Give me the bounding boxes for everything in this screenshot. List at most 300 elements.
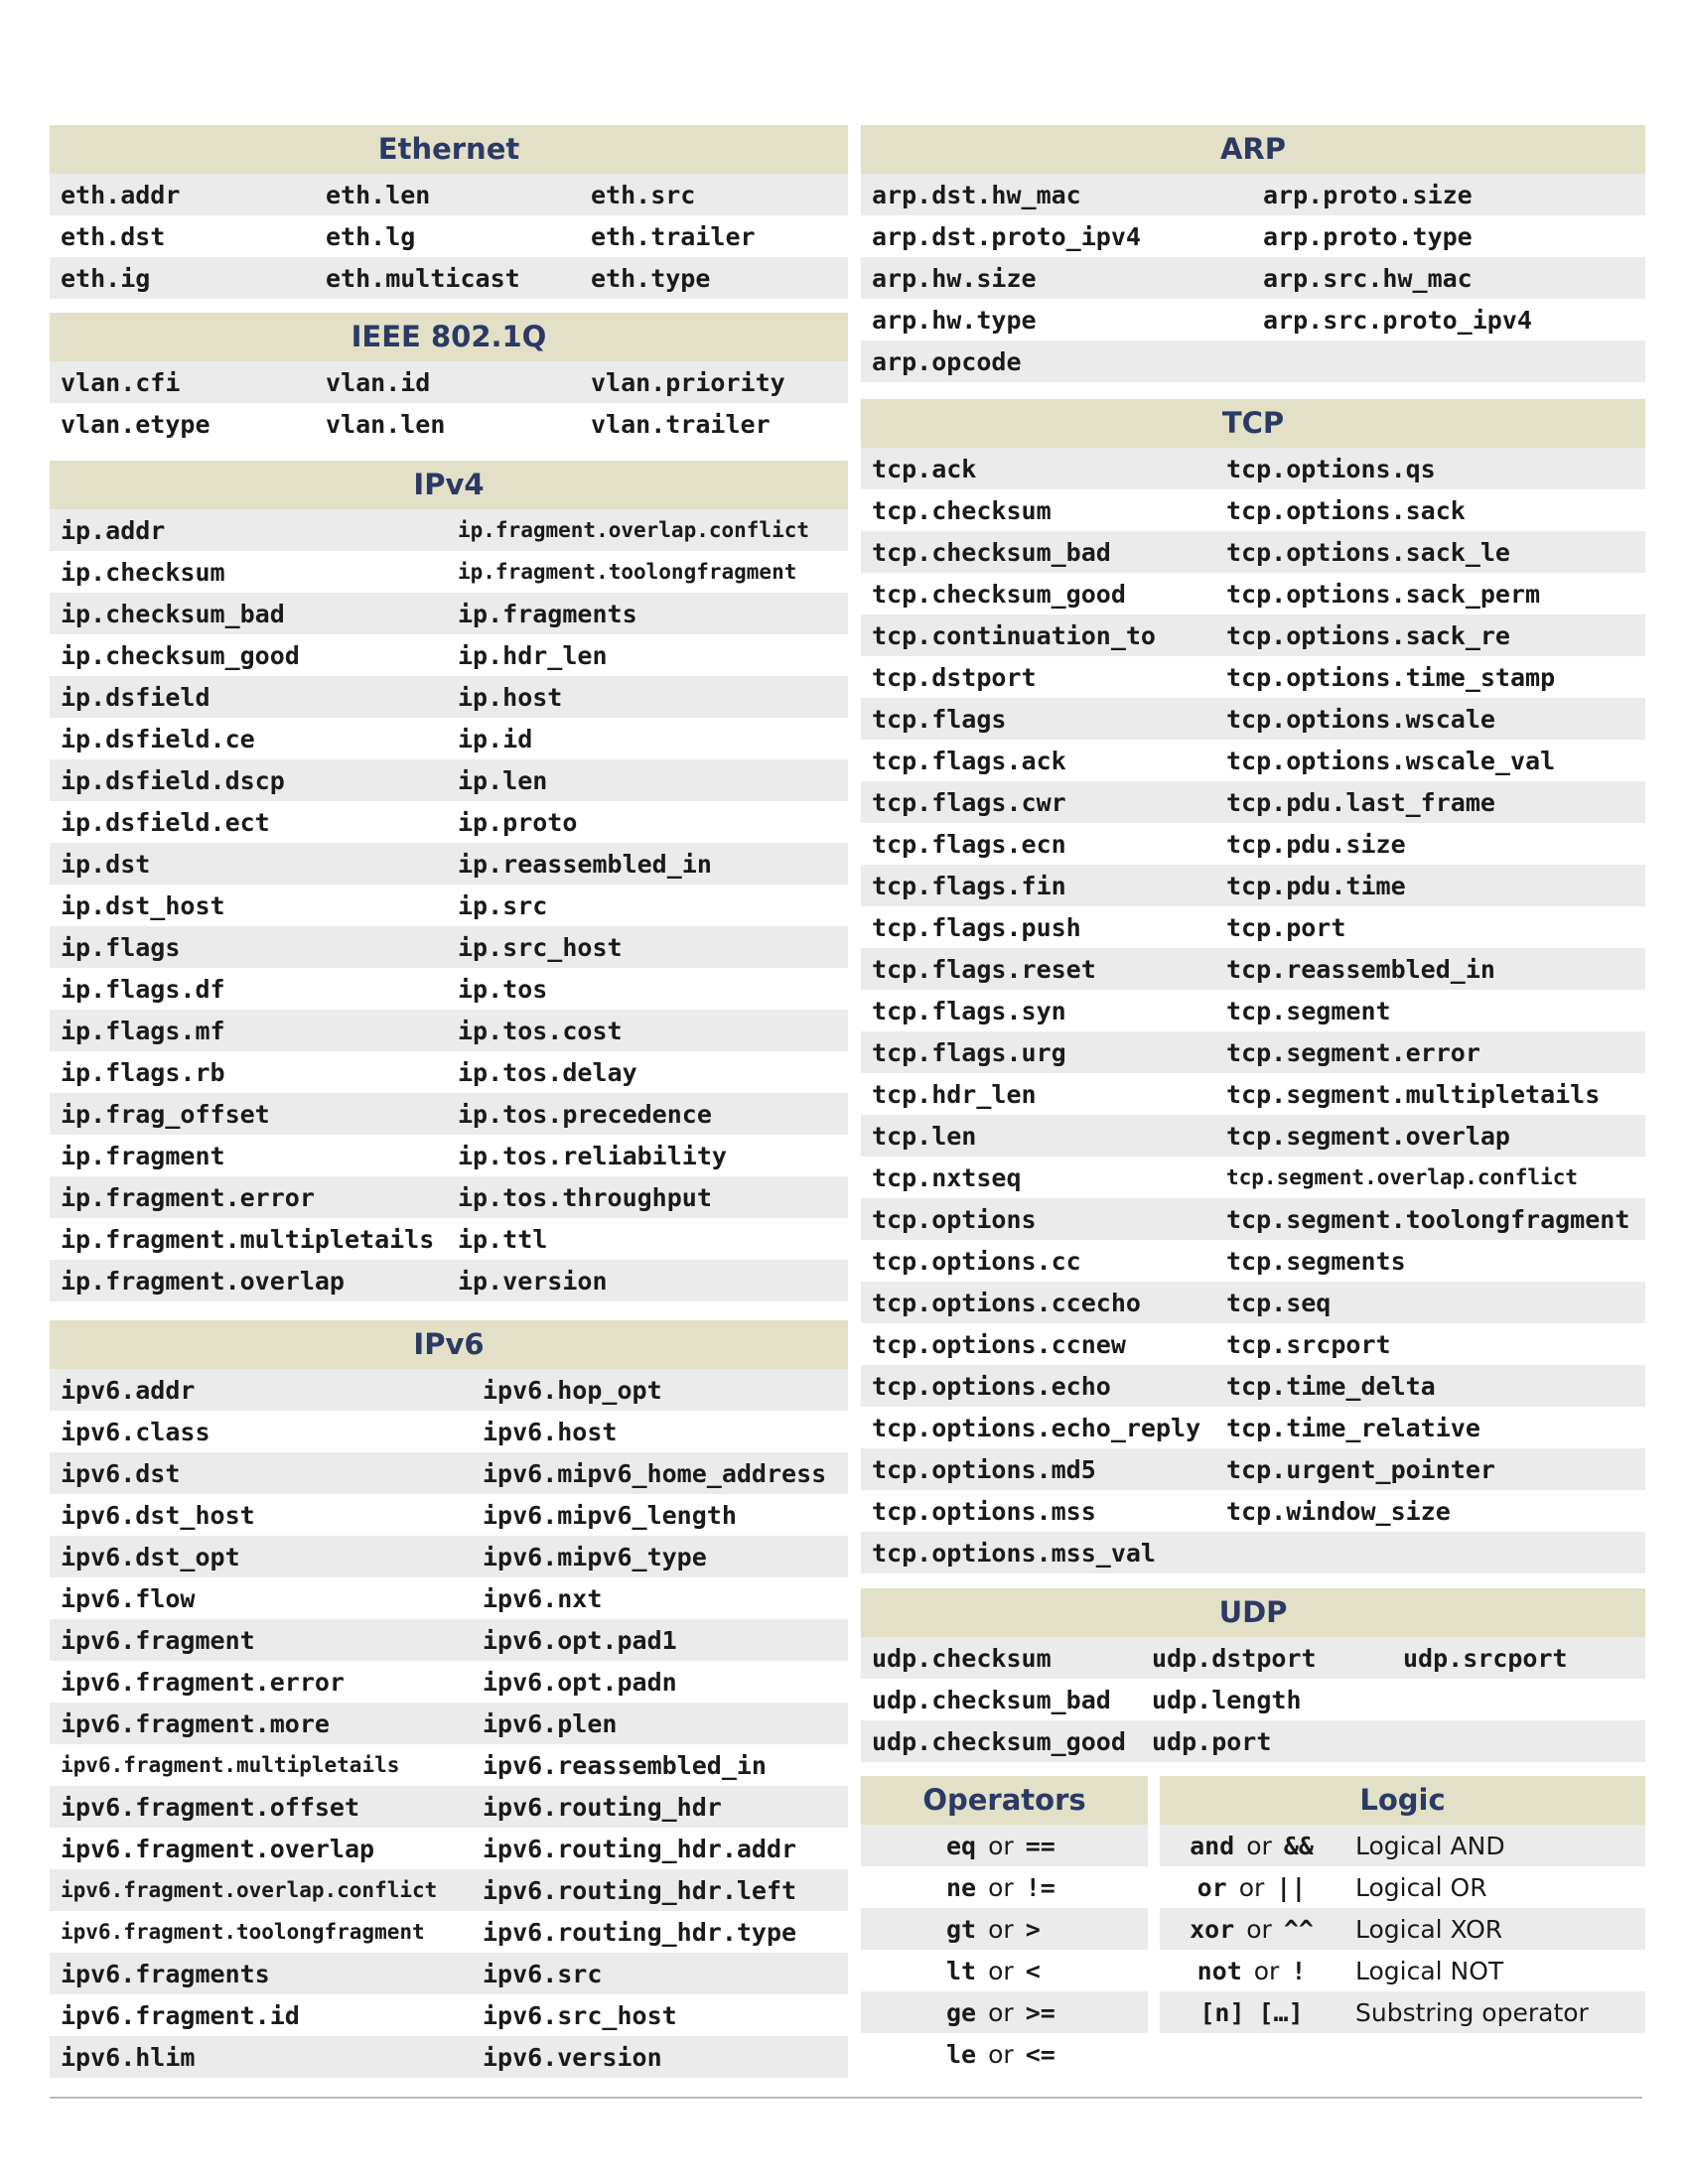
operator-row	[861, 1825, 1148, 1866]
arp-row	[861, 215, 1645, 257]
logic-keyword: or	[1196, 1872, 1227, 1902]
operator-symbol: >	[1025, 1914, 1041, 1944]
vlan-field-name: vlan.etype	[61, 409, 211, 439]
tcp-field-name: tcp.reassembled_in	[1226, 954, 1495, 984]
ipv6-row	[50, 1869, 848, 1911]
ipv6-field-name: ipv6.dst_opt	[61, 1542, 240, 1571]
logic-row	[1160, 1825, 1645, 1866]
tcp-rows	[861, 448, 1645, 1573]
operator-row	[861, 1950, 1148, 1991]
udp-row	[861, 1679, 1645, 1720]
tcp-field-name: tcp.port	[1226, 912, 1346, 942]
udp-field-name: udp.length	[1152, 1685, 1302, 1714]
ipv4-field-name: ip.proto	[458, 807, 578, 837]
udp-rows	[861, 1637, 1645, 1762]
vlan-header: IEEE 802.1Q	[50, 313, 848, 361]
ipv4-field-name: ip.tos.reliability	[458, 1141, 727, 1170]
ipv6-field-name: ipv6.mipv6_home_address	[483, 1458, 827, 1488]
tcp-field-name: tcp.window_size	[1226, 1496, 1451, 1526]
ipv6-field-name: ipv6.mipv6_length	[483, 1500, 737, 1530]
ipv4-row	[50, 759, 848, 801]
or-text: or	[1246, 1914, 1272, 1944]
ethernet-field-name: eth.multicast	[326, 263, 520, 293]
operator-keyword: gt	[946, 1914, 977, 1944]
ipv4-field-name: ip.dsfield.ce	[61, 724, 255, 753]
tcp-row	[861, 531, 1645, 573]
operators-section	[861, 1776, 1148, 2075]
ipv4-field-name: ip.id	[458, 724, 533, 753]
ipv4-field-name: ip.fragment.overlap.conflict	[458, 518, 810, 542]
tcp-field-name: tcp.checksum_bad	[872, 537, 1111, 567]
tcp-field-name: tcp.options	[872, 1204, 1037, 1234]
logic-row	[1160, 1950, 1645, 1991]
ipv6-field-name: ipv6.dst	[61, 1458, 181, 1488]
ipv6-row	[50, 1619, 848, 1661]
arp-header: ARP	[861, 125, 1645, 174]
tcp-field-name: tcp.options.sack_le	[1226, 537, 1510, 567]
logic-operator-pair	[1160, 1915, 1343, 1944]
arp-field-name: arp.src.proto_ipv4	[1263, 305, 1532, 335]
ipv6-field-name: ipv6.fragments	[61, 1959, 270, 1988]
logic-symbol: […]	[1258, 1997, 1304, 2027]
logic-description: Logical AND	[1355, 1831, 1505, 1860]
or-text: or	[1253, 1956, 1280, 1985]
tcp-field-name: tcp.segment.error	[1226, 1037, 1480, 1067]
ipv6-row	[50, 1661, 848, 1703]
ipv4-field-name: ip.flags	[61, 932, 181, 962]
arp-field-name: arp.dst.hw_mac	[872, 180, 1081, 209]
ipv6-row	[50, 1953, 848, 1994]
ipv4-field-name: ip.tos.throughput	[458, 1182, 712, 1212]
ipv4-row	[50, 1176, 848, 1218]
logic-symbol: !	[1291, 1956, 1307, 1985]
tcp-row	[861, 1115, 1645, 1157]
tcp-field-name: tcp.flags.cwr	[872, 787, 1066, 817]
logic-header: Logic	[1160, 1776, 1645, 1825]
tcp-row	[861, 906, 1645, 948]
arp-field-name: arp.proto.type	[1263, 221, 1473, 251]
operator-row	[861, 1908, 1148, 1950]
vlan-field-name: vlan.priority	[591, 367, 785, 397]
tcp-field-name: tcp.len	[872, 1121, 977, 1151]
ipv6-row	[50, 1369, 848, 1411]
ipv4-row	[50, 634, 848, 676]
tcp-row	[861, 1073, 1645, 1115]
tcp-header: TCP	[861, 399, 1645, 448]
ethernet-field-name: eth.len	[326, 180, 431, 209]
ipv4-field-name: ip.checksum_good	[61, 640, 300, 670]
tcp-field-name: tcp.flags.syn	[872, 996, 1066, 1025]
tcp-field-name: tcp.segments	[1226, 1246, 1406, 1276]
operator-symbol: ==	[1025, 1831, 1055, 1860]
ipv4-field-name: ip.host	[458, 682, 563, 712]
ipv4-row	[50, 718, 848, 759]
or-text: or	[988, 1831, 1014, 1860]
ipv6-field-name: ipv6.dst_host	[61, 1500, 255, 1530]
udp-field-name: udp.checksum_good	[872, 1726, 1126, 1756]
ipv4-field-name: ip.dsfield	[61, 682, 211, 712]
ethernet-field-name: eth.src	[591, 180, 696, 209]
ipv6-row	[50, 1577, 848, 1619]
ipv4-row	[50, 1260, 848, 1301]
vlan-field-name: vlan.id	[326, 367, 431, 397]
tcp-field-name: tcp.segment.overlap.conflict	[1226, 1165, 1579, 1189]
logic-symbol: ||	[1276, 1872, 1307, 1902]
tcp-field-name: tcp.options.mss	[872, 1496, 1096, 1526]
vlan-section	[50, 313, 848, 445]
ipv6-field-name: ipv6.class	[61, 1417, 211, 1446]
tcp-row	[861, 614, 1645, 656]
tcp-field-name: tcp.options.md5	[872, 1454, 1096, 1484]
ethernet-field-name: eth.lg	[326, 221, 416, 251]
ipv6-field-name: ipv6.src	[483, 1959, 603, 1988]
ipv6-field-name: ipv6.routing_hdr.addr	[483, 1834, 797, 1863]
ipv4-field-name: ip.fragment.multipletails	[61, 1224, 435, 1254]
ipv6-field-name: ipv6.fragment.more	[61, 1708, 330, 1738]
logic-keyword: not	[1196, 1956, 1242, 1985]
logic-keyword: xor	[1190, 1914, 1235, 1944]
ipv6-field-name: ipv6.version	[483, 2042, 662, 2072]
tcp-row	[861, 1198, 1645, 1240]
ethernet-section	[50, 125, 848, 299]
tcp-row	[861, 489, 1645, 531]
vlan-rows	[50, 361, 848, 445]
ethernet-field-name: eth.trailer	[591, 221, 756, 251]
tcp-field-name: tcp.seq	[1226, 1288, 1332, 1317]
arp-row	[861, 174, 1645, 215]
logic-row	[1160, 1991, 1645, 2033]
tcp-field-name: tcp.options.sack_perm	[1226, 579, 1541, 609]
ipv6-field-name: ipv6.mipv6_type	[483, 1542, 707, 1571]
ipv6-field-name: ipv6.routing_hdr.left	[483, 1875, 797, 1905]
ipv4-field-name: ip.tos.precedence	[458, 1099, 712, 1129]
ipv4-field-name: ip.dsfield.ect	[61, 807, 270, 837]
tcp-field-name: tcp.options.cc	[872, 1246, 1081, 1276]
tcp-row	[861, 1365, 1645, 1407]
ipv4-row	[50, 676, 848, 718]
tcp-field-name: tcp.options.echo_reply	[872, 1413, 1201, 1442]
arp-field-name: arp.dst.proto_ipv4	[872, 221, 1141, 251]
tcp-field-name: tcp.ack	[872, 454, 977, 483]
ipv6-row	[50, 1744, 848, 1786]
ipv4-field-name: ip.fragments	[458, 599, 637, 628]
ipv6-row	[50, 1494, 848, 1536]
vlan-row	[50, 403, 848, 445]
operator-keyword: ge	[946, 1997, 977, 2027]
logic-symbol: &&	[1283, 1831, 1314, 1860]
ipv4-field-name: ip.tos	[458, 974, 548, 1004]
operators-header: Operators	[861, 1776, 1148, 1825]
arp-field-name: arp.hw.size	[872, 263, 1037, 293]
operator-symbol: !=	[1025, 1872, 1055, 1902]
or-text: or	[988, 1914, 1014, 1944]
spacer	[1245, 1998, 1259, 2027]
tcp-field-name: tcp.segment.overlap	[1226, 1121, 1510, 1151]
tcp-field-name: tcp.flags.urg	[872, 1037, 1066, 1067]
tcp-field-name: tcp.time_delta	[1226, 1371, 1436, 1401]
tcp-field-name: tcp.options.qs	[1226, 454, 1436, 483]
ipv4-row	[50, 843, 848, 885]
ipv4-row	[50, 509, 848, 551]
tcp-field-name: tcp.hdr_len	[872, 1079, 1037, 1109]
ipv6-field-name: ipv6.fragment.multipletails	[61, 1753, 400, 1777]
tcp-row	[861, 1157, 1645, 1198]
ipv6-field-name: ipv6.opt.padn	[483, 1667, 677, 1697]
vlan-field-name: vlan.len	[326, 409, 446, 439]
arp-field-name: arp.opcode	[872, 346, 1022, 376]
ipv4-field-name: ip.flags.df	[61, 974, 225, 1004]
tcp-field-name: tcp.segment	[1226, 996, 1391, 1025]
ipv6-field-name: ipv6.fragment.error	[61, 1667, 345, 1697]
logic-rows	[1160, 1825, 1645, 2033]
ipv6-row	[50, 1911, 848, 1953]
ipv6-field-name: ipv6.hop_opt	[483, 1375, 662, 1405]
ipv4-row	[50, 593, 848, 634]
tcp-field-name: tcp.dstport	[872, 662, 1037, 692]
ipv6-field-name: ipv6.fragment	[61, 1625, 255, 1655]
tcp-field-name: tcp.flags	[872, 704, 1007, 734]
footer-divider	[50, 2097, 1642, 2099]
ipv4-row	[50, 885, 848, 926]
udp-row	[861, 1720, 1645, 1762]
ipv4-row	[50, 926, 848, 968]
tcp-field-name: tcp.srcport	[1226, 1329, 1391, 1359]
ethernet-field-name: eth.addr	[61, 180, 181, 209]
operator-row	[861, 1991, 1148, 2033]
tcp-row	[861, 1448, 1645, 1490]
tcp-row	[861, 1407, 1645, 1448]
ipv6-field-name: ipv6.src_host	[483, 2000, 677, 2030]
ethernet-row	[50, 215, 848, 257]
tcp-field-name: tcp.urgent_pointer	[1226, 1454, 1495, 1484]
tcp-row	[861, 781, 1645, 823]
arp-field-name: arp.hw.type	[872, 305, 1037, 335]
logic-description: Logical NOT	[1355, 1956, 1504, 1985]
ipv6-rows	[50, 1369, 848, 2078]
ipv4-field-name: ip.dsfield.dscp	[61, 765, 285, 795]
tcp-row	[861, 948, 1645, 990]
ipv6-row	[50, 2036, 848, 2078]
ipv6-row	[50, 1536, 848, 1577]
ipv6-field-name: ipv6.flow	[61, 1583, 196, 1613]
tcp-row	[861, 823, 1645, 865]
logic-section	[1160, 1776, 1645, 2033]
tcp-field-name: tcp.flags.ack	[872, 746, 1066, 775]
ipv4-field-name: ip.tos.cost	[458, 1016, 623, 1045]
tcp-field-name: tcp.time_relative	[1226, 1413, 1480, 1442]
ipv6-field-name: ipv6.fragment.id	[61, 2000, 300, 2030]
udp-field-name: udp.dstport	[1152, 1643, 1317, 1673]
tcp-row	[861, 740, 1645, 781]
ipv4-row	[50, 1218, 848, 1260]
ipv4-field-name: ip.fragment	[61, 1141, 225, 1170]
ipv4-field-name: ip.fragment.error	[61, 1182, 315, 1212]
operator-keyword: eq	[946, 1831, 977, 1860]
ipv4-row	[50, 801, 848, 843]
tcp-field-name: tcp.nxtseq	[872, 1162, 1022, 1192]
tcp-row	[861, 656, 1645, 698]
ipv4-field-name: ip.dst	[61, 849, 151, 879]
ipv6-field-name: ipv6.opt.pad1	[483, 1625, 677, 1655]
tcp-row	[861, 865, 1645, 906]
or-text: or	[1238, 1872, 1265, 1902]
ipv4-row	[50, 551, 848, 593]
tcp-field-name: tcp.options.time_stamp	[1226, 662, 1556, 692]
logic-operator-pair	[1160, 1957, 1343, 1985]
ipv6-field-name: ipv6.routing_hdr.type	[483, 1917, 797, 1947]
ethernet-field-name: eth.ig	[61, 263, 151, 293]
ethernet-row	[50, 257, 848, 299]
ipv4-field-name: ip.src_host	[458, 932, 623, 962]
ipv4-field-name: ip.reassembled_in	[458, 849, 712, 879]
logic-symbol: ^^	[1283, 1914, 1314, 1944]
vlan-field-name: vlan.trailer	[591, 409, 771, 439]
arp-section	[861, 125, 1645, 382]
ipv6-field-name: ipv6.fragment.overlap.conflict	[61, 1878, 438, 1902]
arp-rows	[861, 174, 1645, 382]
ipv4-row	[50, 968, 848, 1010]
arp-field-name: arp.src.hw_mac	[1263, 263, 1473, 293]
operator-symbol: <=	[1025, 2039, 1055, 2069]
operator-row	[861, 1866, 1148, 1908]
tcp-row	[861, 573, 1645, 614]
ipv6-field-name: ipv6.routing_hdr	[483, 1792, 722, 1822]
ipv6-header: IPv6	[50, 1320, 848, 1369]
tcp-row	[861, 1532, 1645, 1573]
ipv6-field-name: ipv6.fragment.offset	[61, 1792, 360, 1822]
ipv4-row	[50, 1093, 848, 1135]
ipv6-row	[50, 1828, 848, 1869]
tcp-field-name: tcp.segment.toolongfragment	[1226, 1204, 1630, 1234]
ipv6-field-name: ipv6.hlim	[61, 2042, 196, 2072]
ethernet-field-name: eth.type	[591, 263, 711, 293]
tcp-field-name: tcp.options.echo	[872, 1371, 1111, 1401]
udp-field-name: udp.port	[1152, 1726, 1272, 1756]
ipv6-row	[50, 1994, 848, 2036]
operator-keyword: lt	[946, 1956, 977, 1985]
logic-keyword: and	[1190, 1831, 1235, 1860]
ethernet-header: Ethernet	[50, 125, 848, 174]
ipv4-field-name: ip.frag_offset	[61, 1099, 270, 1129]
tcp-row	[861, 990, 1645, 1031]
logic-description: Logical XOR	[1355, 1914, 1503, 1944]
logic-operator-pair	[1160, 1832, 1343, 1860]
logic-keyword: [n]	[1199, 1997, 1245, 2027]
ethernet-row	[50, 174, 848, 215]
logic-row	[1160, 1866, 1645, 1908]
tcp-field-name: tcp.flags.ecn	[872, 829, 1066, 859]
operator-keyword: le	[946, 2039, 977, 2069]
tcp-field-name: tcp.options.wscale	[1226, 704, 1495, 734]
operator-keyword: ne	[946, 1872, 977, 1902]
tcp-row	[861, 698, 1645, 740]
ipv4-field-name: ip.fragment.overlap	[61, 1266, 345, 1296]
tcp-field-name: tcp.checksum	[872, 495, 1052, 525]
ipv6-field-name: ipv6.fragment.toolongfragment	[61, 1920, 425, 1944]
operator-row	[861, 2033, 1148, 2075]
tcp-field-name: tcp.segment.multipletails	[1226, 1079, 1601, 1109]
logic-row	[1160, 1908, 1645, 1950]
udp-row	[861, 1637, 1645, 1679]
or-text: or	[988, 2039, 1014, 2069]
ipv6-field-name: ipv6.host	[483, 1417, 618, 1446]
ipv4-row	[50, 1135, 848, 1176]
ipv4-row	[50, 1010, 848, 1051]
ipv4-field-name: ip.version	[458, 1266, 608, 1296]
tcp-field-name: tcp.pdu.last_frame	[1226, 787, 1495, 817]
tcp-row	[861, 1323, 1645, 1365]
ipv4-row	[50, 1051, 848, 1093]
ipv4-field-name: ip.flags.rb	[61, 1057, 225, 1087]
ipv6-field-name: ipv6.plen	[483, 1708, 618, 1738]
ipv4-field-name: ip.ttl	[458, 1224, 548, 1254]
logic-operator-pair	[1160, 1998, 1343, 2027]
tcp-section	[861, 399, 1645, 1573]
ipv6-field-name: ipv6.addr	[61, 1375, 196, 1405]
ipv4-field-name: ip.dst_host	[61, 890, 225, 920]
tcp-field-name: tcp.continuation_to	[872, 620, 1156, 650]
ipv4-field-name: ip.checksum_bad	[61, 599, 285, 628]
udp-field-name: udp.checksum_bad	[872, 1685, 1111, 1714]
ipv4-field-name: ip.len	[458, 765, 548, 795]
ipv4-field-name: ip.src	[458, 890, 548, 920]
ipv6-row	[50, 1703, 848, 1744]
ipv4-field-name: ip.checksum	[61, 557, 225, 587]
tcp-row	[861, 1490, 1645, 1532]
ipv4-field-name: ip.addr	[61, 515, 166, 545]
tcp-row	[861, 1031, 1645, 1073]
tcp-field-name: tcp.options.sack_re	[1226, 620, 1510, 650]
udp-section	[861, 1588, 1645, 1762]
or-text: or	[988, 1997, 1014, 2027]
operator-symbol: >=	[1025, 1997, 1055, 2027]
tcp-field-name: tcp.options.ccecho	[872, 1288, 1141, 1317]
tcp-field-name: tcp.flags.reset	[872, 954, 1096, 984]
operator-symbol: <	[1025, 1956, 1041, 1985]
tcp-field-name: tcp.checksum_good	[872, 579, 1126, 609]
ipv4-field-name: ip.flags.mf	[61, 1016, 225, 1045]
udp-header: UDP	[861, 1588, 1645, 1637]
tcp-field-name: tcp.options.sack	[1226, 495, 1466, 525]
tcp-field-name: tcp.flags.push	[872, 912, 1081, 942]
ipv6-field-name: ipv6.fragment.overlap	[61, 1834, 375, 1863]
ethernet-field-name: eth.dst	[61, 221, 166, 251]
arp-row	[861, 341, 1645, 382]
logic-operator-pair	[1160, 1873, 1343, 1902]
ipv4-field-name: ip.fragment.toolongfragment	[458, 560, 797, 584]
tcp-row	[861, 448, 1645, 489]
udp-field-name: udp.checksum	[872, 1643, 1052, 1673]
tcp-row	[861, 1240, 1645, 1282]
tcp-field-name: tcp.options.ccnew	[872, 1329, 1126, 1359]
ipv4-section	[50, 461, 848, 1301]
ipv6-row	[50, 1786, 848, 1828]
udp-field-name: udp.srcport	[1403, 1643, 1568, 1673]
ethernet-rows	[50, 174, 848, 299]
tcp-field-name: tcp.options.wscale_val	[1226, 746, 1556, 775]
operators-rows	[861, 1825, 1148, 2075]
vlan-row	[50, 361, 848, 403]
ipv6-field-name: ipv6.reassembled_in	[483, 1750, 767, 1780]
or-text: or	[988, 1956, 1014, 1985]
ipv6-row	[50, 1411, 848, 1452]
ipv4-rows	[50, 509, 848, 1301]
or-text: or	[1246, 1831, 1272, 1860]
ipv4-field-name: ip.tos.delay	[458, 1057, 637, 1087]
tcp-field-name: tcp.flags.fin	[872, 871, 1066, 900]
ipv4-header: IPv4	[50, 461, 848, 509]
ipv6-field-name: ipv6.nxt	[483, 1583, 603, 1613]
